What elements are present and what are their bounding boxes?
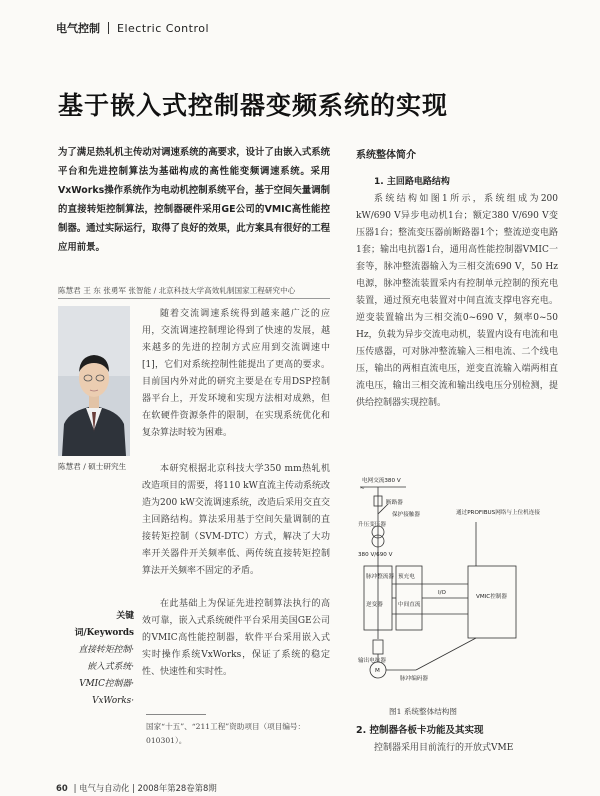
- keyword-item: 直接转矩控制·: [78, 645, 134, 655]
- author-line: 陈慧君 王 东 张勇军 张智能 / 北京科技大学高效轧制国家工程研究中心: [58, 286, 296, 295]
- keywords-block: [58, 608, 134, 710]
- precharge-label: 预充电: [398, 574, 415, 580]
- article-title: 基于嵌入式控制器变频系统的实现: [58, 91, 449, 120]
- section-paragraph-2: 控制器采用目前流行的开放式VME: [374, 743, 514, 753]
- vmic-controller-box: [468, 566, 516, 638]
- author-portrait: [58, 306, 130, 456]
- subsection-title-1: 1. 主回路电路结构: [374, 177, 450, 187]
- grid-label: 电网交流380 V: [362, 478, 401, 484]
- author-photo: [58, 306, 130, 456]
- motor-letter: M: [375, 668, 380, 674]
- transformer-rating: 380 V/690 V: [358, 552, 393, 558]
- grid-symbol: ~: [360, 486, 365, 492]
- encoder-to-vmic: [416, 638, 476, 670]
- intro-paragraph-1: 随着交流调速系统得到越来越广泛的应用，交流调速控制理论得到了快速的发展，越来越多的先进的控制方式应用到交流调速中[1]，它们对系统控制性能提出了更高的要求。目前国内外对此的研究主要是在专用DSP控制器平台上，开发环境和实现方法相对成熟，但在软硬件资源条件的限制，在实现系统优化和复杂算法时较为困难。: [142, 309, 330, 438]
- vmic-label: VMIC控制器: [476, 594, 507, 600]
- footnote-divider: [146, 714, 206, 715]
- keywords-title: 关键词/Keywords: [74, 611, 134, 638]
- output-reactor-symbol: [373, 640, 383, 654]
- transformer-label: 升压变压器: [358, 522, 386, 528]
- breaker-label: 断路器: [386, 500, 403, 506]
- subsection-title-2: 2. 控制器各板卡功能及其实现: [356, 725, 484, 736]
- keyword-item: 嵌入式系统·: [87, 662, 134, 672]
- header-category: 电气控制: [56, 22, 100, 35]
- system-structure-diagram: [358, 474, 558, 688]
- author-divider: [58, 298, 330, 299]
- protection-label: 保护接触器: [392, 512, 420, 518]
- keyword-item: VxWorks·: [92, 696, 134, 706]
- io-label: I/O: [438, 590, 446, 596]
- section-paragraph-1: 系统结构如图1所示，系统组成为200 kW/690 V异步电动机1台；额定380 V/690 V变压器1台；整流变压器前断路器1个；整流逆变电路1套；输出电抗器1台，通用高性能控制器VMIC一套等，脉冲整流器输入为三相交流690 V，50 Hz电源，脉冲整流装置采内有控制单元控制的预充电装置，通过预充电装置对中间直流支撑电容充电。逆变装置输出为三相交流0~690 V，频率0~50 Hz，负载为异步交流电动机，装置内设有电流和电压传感器，可对脉冲整流输入三相电流、二个线电压，输出的两相直流电压，逆变直流输入端两相直流电压，输出三相交流和输出线电压分别检测，提供给控制器实现控制。: [356, 194, 558, 408]
- profibus-label: 通过PROFIBUS网络与上位机连接: [456, 510, 540, 516]
- pulse-rectifier-label: 脉冲整流器: [366, 574, 394, 580]
- journal-info: | 电气与自动化 | 2008年第28卷第8期: [73, 783, 217, 793]
- inverter-label: 逆变器: [366, 602, 383, 608]
- section-title: 系统整体简介: [356, 150, 416, 161]
- encoder-label: 脉冲编码器: [400, 676, 428, 682]
- running-header: [56, 20, 209, 36]
- intro-paragraph-3: 在此基础上为保证先进控制算法执行的高效可靠，嵌入式系统硬件平台采用美国GE公司的VMIC高性能控制器，软件平台采用嵌入式实时操作系统VxWorks，保证了系统的稳定性、快速性和实时性。: [142, 599, 330, 677]
- header-category-en: Electric Control: [117, 22, 210, 35]
- page-footer: [56, 782, 217, 794]
- figure-caption: 图1 系统整体结构图: [389, 707, 457, 716]
- photo-caption: 陈慧君 / 硕士研究生: [58, 462, 127, 471]
- reactor-label: 输出电抗器: [358, 658, 386, 664]
- footnote: 国家“十五”、“211工程”资助项目（项目编号：010301）。: [146, 722, 306, 745]
- header-separator: [108, 22, 109, 34]
- page-number: 60: [56, 783, 68, 793]
- keyword-item: VMIC控制器·: [79, 679, 134, 689]
- dc-link-label: 中间直流: [398, 602, 421, 608]
- abstract: 为了满足热轧机主传动对调速系统的高要求，设计了由嵌入式系统平台和先进控制算法为基础构成的高性能变频调速系统。采用VxWorks操作系统作为电动机控制系统平台，基于空间矢量调制的直接转矩控制算法，控制器硬件采用GE公司的VMIC高性能控制器。通过实际运行，取得了良好的效果，此方案具有很好的工程应用前景。: [58, 147, 330, 253]
- intro-paragraph-2: 本研究根据北京科技大学350 mm热轧机改造项目的需要，将110 kW直流主传动系统改造为200 kW交流调速系统，改造后采用交直交主回路结构。算法采用基于空间矢量调制的直接转矩控制（SVM-DTC）方式，解决了大功率开关器件开关频率低、两传统直接转矩控制算法开关频率不固定的矛盾。: [142, 464, 330, 576]
